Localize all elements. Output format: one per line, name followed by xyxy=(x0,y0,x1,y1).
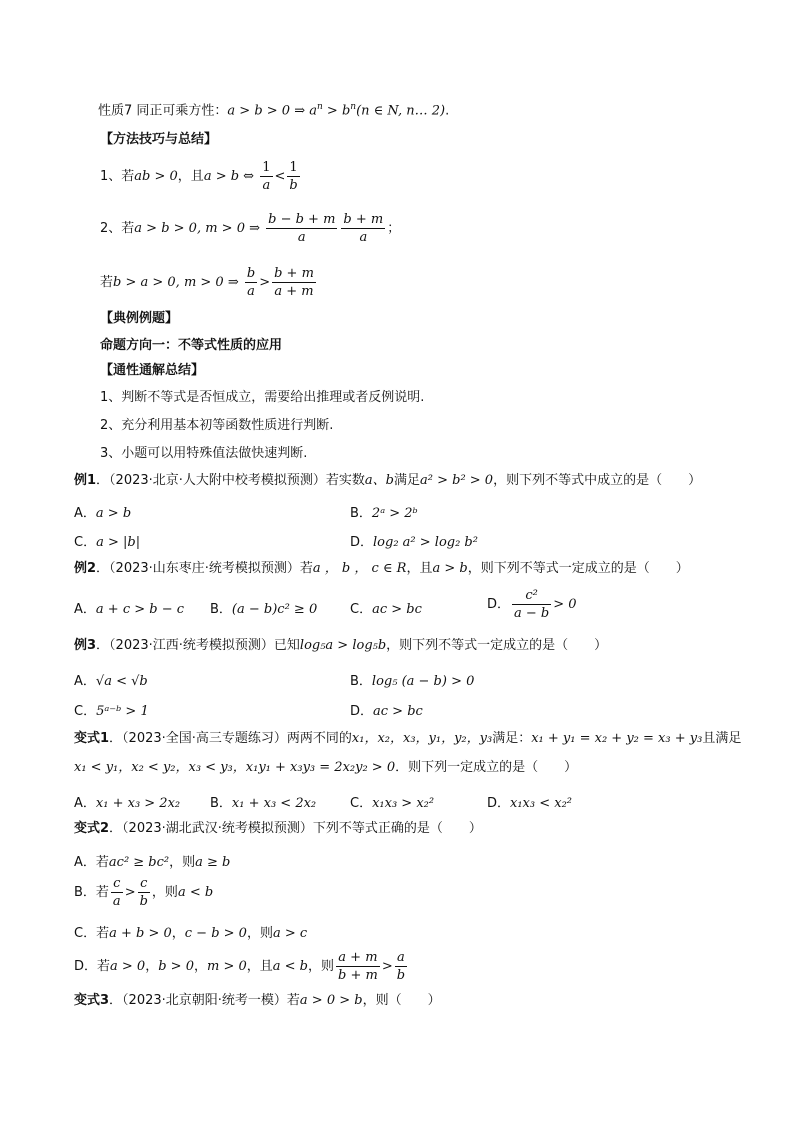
option-sep2: ， xyxy=(193,959,207,974)
method-item-3-cond: b > a > 0, m > 0 ⇒ xyxy=(113,275,239,290)
summary-item-2: 2、充分利用基本初等函数性质进行判断. xyxy=(100,418,334,433)
option-label: D． xyxy=(487,796,511,811)
option-cond4: a < b xyxy=(272,959,308,974)
variant-1-label: 变式1 xyxy=(74,731,110,746)
option-d-frac xyxy=(512,588,551,621)
option-label: A． xyxy=(74,602,96,617)
option-label: A． xyxy=(74,506,96,521)
method-item-2-prefix: 2、若 xyxy=(100,221,135,236)
frac-denominator: a − b xyxy=(514,606,550,621)
example-2-option-b[interactable] xyxy=(210,598,317,617)
frac-numerator: c² xyxy=(512,588,551,605)
frac-denominator: a xyxy=(297,230,306,245)
method-item-3-prefix: 若 xyxy=(100,275,114,290)
example-2-stem xyxy=(74,562,689,575)
example-3-stem xyxy=(74,639,607,652)
example-1-option-c[interactable] xyxy=(74,531,140,550)
frac-numerator: c xyxy=(138,876,150,893)
method-item-1-mid: ，且 xyxy=(177,169,204,184)
option-text: 2ᵃ > 2ᵇ xyxy=(371,506,418,521)
variant-3-cond: a > 0 > b xyxy=(299,993,363,1008)
option-text: log₂ a² > log₂ b² xyxy=(373,535,478,550)
frac-numerator: 1 xyxy=(287,160,299,177)
method-item-2-end: ； xyxy=(387,221,401,236)
frac-numerator: b + m xyxy=(274,266,314,281)
option-label: B． xyxy=(350,674,372,689)
example-2-cond: a > b xyxy=(432,561,468,576)
option-cond2: b > 0 xyxy=(158,959,194,974)
example-1-option-a[interactable] xyxy=(74,502,131,521)
variant-2-option-d[interactable] xyxy=(74,950,409,983)
variant-1-stem xyxy=(74,732,741,745)
example-2-vars: a ， b ， c ∈ R xyxy=(312,561,407,576)
example-1-option-b[interactable] xyxy=(350,502,418,521)
property-7 xyxy=(98,103,449,117)
option-label: D． xyxy=(350,704,374,719)
example-2-option-a[interactable] xyxy=(74,598,184,617)
summary-heading: 【通性通解总结】 xyxy=(100,363,205,378)
option-text: x₁ + x₃ > 2x₂ xyxy=(95,796,181,811)
option-label: D．若 xyxy=(74,959,111,974)
option-label: A． xyxy=(74,674,96,689)
option-label: C．若 xyxy=(74,926,110,941)
variant-2-label: 变式2 xyxy=(74,821,110,836)
frac-denominator: b xyxy=(289,178,298,193)
frac-numerator: a xyxy=(395,950,407,967)
option-text: x₁x₃ < x₂² xyxy=(510,796,573,811)
option-label: C． xyxy=(74,704,97,719)
example-1-label: 例1 xyxy=(74,473,97,488)
option-text: > 0 xyxy=(553,597,577,612)
option-mid: ，则 xyxy=(169,855,196,870)
variant-1-tail2: 且满足 xyxy=(702,731,742,746)
option-d-frac2 xyxy=(395,950,407,983)
examples-heading: 【典例例题】 xyxy=(100,311,179,326)
method-heading: 【方法技巧与总结】 xyxy=(100,132,218,147)
method-item-2-frac2 xyxy=(341,212,385,245)
method-item-1-prefix: 1、若 xyxy=(100,169,135,184)
example-2-source: ．（2023·山东枣庄·统考模拟预测）若 xyxy=(96,561,313,576)
option-result: a < b xyxy=(177,885,214,900)
variant-1-stem-line2 xyxy=(74,761,577,774)
example-3-option-c[interactable] xyxy=(74,700,149,719)
variant-3-source: ．（2023·北京朝阳·统考一模）若 xyxy=(109,993,300,1008)
option-text: ac > bc xyxy=(372,602,422,617)
option-label: B． xyxy=(350,506,372,521)
frac-denominator: a xyxy=(112,894,121,909)
frac-denominator: a xyxy=(262,178,271,193)
frac-numerator: b xyxy=(246,266,256,281)
example-1-option-d[interactable] xyxy=(350,531,478,550)
method-item-3-frac1 xyxy=(245,266,257,299)
variant-3-tail: ，则（ ） xyxy=(362,993,441,1008)
property-7-exp2: n xyxy=(350,102,357,112)
example-2-label: 例2 xyxy=(74,561,97,576)
property-7-formula-mid: > b xyxy=(322,103,351,119)
method-item-1-frac2 xyxy=(287,160,299,193)
option-b-frac1 xyxy=(111,876,123,909)
example-1-source: ．（2023·北京·人大附中校考模拟预测）若实数 xyxy=(96,473,365,488)
variant-1-line2-cond: x₁y₁ + x₃y₃ = 2x₂y₂ > 0 xyxy=(245,760,396,775)
frac-denominator: a + m xyxy=(274,284,314,299)
variant-3-stem xyxy=(74,994,441,1007)
variant-1-cond1: x₁ + y₁ = x₂ + y₂ = x₃ + y₃ xyxy=(531,731,703,746)
option-sep1: ， xyxy=(145,959,159,974)
frac-denominator: b xyxy=(396,968,406,983)
option-b-frac2 xyxy=(138,876,150,909)
summary-item-1: 1、判断不等式是否恒成立，需要给出推理或者反例说明. xyxy=(100,390,425,405)
option-label: B． xyxy=(210,796,232,811)
frac-denominator: b + m xyxy=(338,968,378,983)
variant-1-option-a[interactable] xyxy=(74,792,180,811)
option-cond1: a > 0 xyxy=(110,959,146,974)
option-label: D． xyxy=(487,597,511,612)
option-text: x₁ + x₃ < 2x₂ xyxy=(231,796,317,811)
option-result: a > c xyxy=(272,926,308,941)
example-2-tail1: ，且 xyxy=(406,561,433,576)
option-text: a > b xyxy=(95,506,132,521)
variant-2-option-a[interactable] xyxy=(74,851,230,870)
example-1-tail2: ，则下列不等式中成立的是（ ） xyxy=(493,473,702,488)
variant-1-option-b[interactable] xyxy=(210,792,316,811)
method-item-1-lt: < xyxy=(274,169,286,184)
option-text: (a − b)c² ≥ 0 xyxy=(231,602,318,617)
option-cond3: m > 0 xyxy=(206,959,247,974)
variant-2-source: ．（2023·湖北武汉·统考模拟预测）下列不等式正确的是（ ） xyxy=(109,821,482,836)
option-cond1: a + b > 0 xyxy=(109,926,172,941)
option-label: D． xyxy=(350,535,374,550)
option-text: a + c > b − c xyxy=(95,602,185,617)
option-mid: ，则 xyxy=(151,885,178,900)
property-7-end: . xyxy=(445,103,450,119)
option-label: B． xyxy=(210,602,232,617)
example-3-cond: log₅a > log₅b xyxy=(299,638,387,653)
frac-numerator: a + m xyxy=(336,950,380,967)
variant-1-line2-tail: ．则下列一定成立的是（ ） xyxy=(395,760,578,775)
option-gt: > xyxy=(124,885,136,900)
method-item-2-frac1 xyxy=(266,212,337,245)
option-mid: ，则 xyxy=(246,926,273,941)
method-item-3 xyxy=(100,266,318,299)
frac-numerator: b + m xyxy=(343,212,384,227)
option-text: log₅ (a − b) > 0 xyxy=(371,674,475,689)
method-item-1 xyxy=(100,160,302,193)
variant-1-option-c[interactable] xyxy=(350,792,434,811)
option-label: A．若 xyxy=(74,855,109,870)
example-3-label: 例3 xyxy=(74,638,97,653)
variant-1-vars: x₁，x₂，x₃，y₁，y₂，y₃ xyxy=(351,731,493,746)
option-label: A． xyxy=(74,796,96,811)
variant-2-option-c[interactable] xyxy=(74,922,307,941)
variant-2-stem xyxy=(74,822,482,835)
method-item-2-cond: a > b > 0, m > 0 ⇒ xyxy=(134,221,260,236)
option-text: a > |b| xyxy=(96,535,141,550)
example-2-option-d[interactable] xyxy=(487,588,577,621)
frac-denominator: b xyxy=(139,894,148,909)
option-text: √a < √b xyxy=(95,674,148,689)
method-item-2 xyxy=(100,212,400,245)
example-2-tail2: ，则下列不等式一定成立的是（ ） xyxy=(467,561,689,576)
variant-3-label: 变式3 xyxy=(74,993,110,1008)
example-1-stem xyxy=(74,474,701,487)
example-3-option-b[interactable] xyxy=(350,670,474,689)
method-item-1-cond: ab > 0 xyxy=(134,169,178,184)
variant-1-source: ．（2023·全国·高三专题练习）两两不同的 xyxy=(109,731,352,746)
example-3-source: ．（2023·江西·统考模拟预测）已知 xyxy=(96,638,300,653)
option-d-frac1 xyxy=(336,950,380,983)
option-sep: ， xyxy=(171,926,185,941)
frac-numerator: b − b + m xyxy=(268,212,336,227)
method-item-1-rel: a > b ⇔ xyxy=(203,169,255,184)
option-cond: ac² ≥ bc² xyxy=(108,855,170,870)
property-7-condition: (n ∈ N, n… 2) xyxy=(356,103,446,119)
method-item-3-frac2 xyxy=(272,266,316,299)
variant-1-option-d[interactable] xyxy=(487,792,572,811)
option-label: B．若 xyxy=(74,885,109,900)
option-label: C． xyxy=(350,796,373,811)
example-3-option-d[interactable] xyxy=(350,700,423,719)
option-text: ac > bc xyxy=(373,704,423,719)
variant-1-line2: x₁ < y₁，x₂ < y₂，x₃ < y₃， xyxy=(74,760,246,775)
frac-denominator: a xyxy=(359,230,368,245)
frac-numerator: c xyxy=(111,876,123,893)
option-label: C． xyxy=(350,602,373,617)
example-3-tail: ，则下列不等式一定成立的是（ ） xyxy=(386,638,608,653)
option-mid2: ，则 xyxy=(308,959,335,974)
option-text: 5ᵃ⁻ᵇ > 1 xyxy=(96,704,149,719)
frac-denominator: a xyxy=(247,284,255,299)
option-mid1: ，且 xyxy=(246,959,273,974)
option-cond2: c − b > 0 xyxy=(184,926,247,941)
option-label: C． xyxy=(74,535,97,550)
property-7-formula: a > b > 0 ⇒ a xyxy=(227,103,317,119)
frac-numerator: 1 xyxy=(262,160,271,175)
property-7-label: 性质7 同正可乘方性： xyxy=(98,103,228,119)
method-item-1-frac1 xyxy=(260,160,272,193)
method-item-3-gt: > xyxy=(259,275,271,290)
example-1-cond: a² > b² > 0 xyxy=(420,473,494,488)
property-7-exp1: n xyxy=(316,102,323,112)
example-1-vars: a、b xyxy=(364,473,394,488)
example-2-option-c[interactable] xyxy=(350,598,422,617)
example-1-tail1: 满足 xyxy=(393,473,420,488)
option-gt: > xyxy=(381,959,393,974)
example-3-option-a[interactable] xyxy=(74,670,148,689)
variant-1-tail1: 满足： xyxy=(492,731,532,746)
direction-1: 命题方向一：不等式性质的应用 xyxy=(100,338,283,353)
option-result: a ≥ b xyxy=(195,855,231,870)
summary-item-3: 3、小题可以用特殊值法做快速判断. xyxy=(100,446,308,461)
option-text: x₁x₃ > x₂² xyxy=(372,796,435,811)
variant-2-option-b[interactable] xyxy=(74,876,213,909)
